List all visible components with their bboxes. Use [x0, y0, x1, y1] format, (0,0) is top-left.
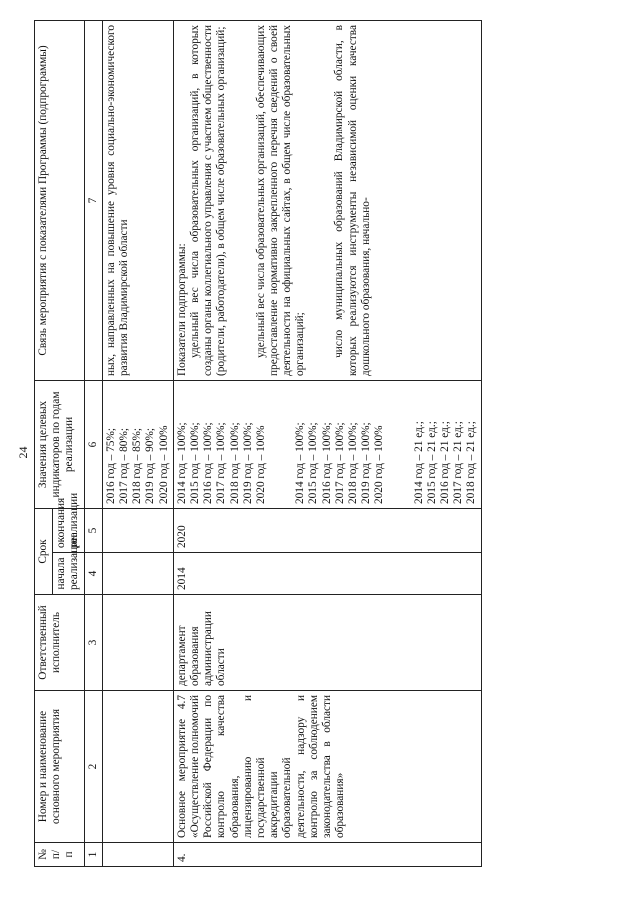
col-number: 1: [84, 843, 102, 867]
values-block-2: 2014 год – 100%; 2015 год – 100%; 2016 год – 100%; 2017 год – 100%; 2018 год – 100%; 2019 год – 100%; 2020 год – 100%: [294, 422, 386, 504]
measure-values: [173, 380, 481, 508]
page-number: 24: [16, 446, 30, 459]
continuation-row: [102, 20, 173, 866]
measure-executor: департамент образования администрации области: [173, 595, 481, 691]
header-start: начала реализации: [53, 553, 84, 595]
header-term: Срок: [35, 508, 53, 594]
measure-row: [173, 20, 481, 866]
col-number: 4: [84, 553, 102, 595]
col-number: 5: [84, 508, 102, 552]
values-block-3: 2014 год – 21 ед.; 2015 год – 21 ед.; 2016 год – 21 ед.; 2017 год – 21 ед.; 2018 год – 21 ед.;: [412, 421, 478, 504]
header-number: № п/п: [35, 843, 85, 867]
header-row: [35, 20, 53, 866]
link-indicator-2: удельный вес числа образовательных организаций, обеспечивающих предоставление нормативно закрепленного перечня сведений о своей деятельности на официальных сайтах, в общем числе образовательных организаций;: [254, 24, 307, 376]
row-number: 4.: [173, 843, 481, 867]
link-indicator-1: удельный вес числа образовательных организаций, в которых созданы органы коллегиального управления с участием общественности (родители, работодатели), в общем числе образовательных организаций;: [189, 24, 228, 376]
continuation-link: ных, направленных на повышение уровня социально-экономического развития Владимирской области: [102, 20, 173, 380]
col-number: 7: [84, 20, 102, 380]
header-end: окончания реализации: [53, 508, 84, 552]
col-number: 3: [84, 595, 102, 691]
measure-name: Основное мероприятие 4.7 «Осуществление полномочий Российской Федерации по контролю качества образования, лицензированию и государственной аккредитации образовательной деятельности, надзору и контролю за соблюдением законодательства в области образования»: [173, 691, 481, 843]
values-block-1: 2014 год – 100%; 2015 год – 100%; 2016 год – 100%; 2017 год – 100%; 2018 год – 100%; 2019 год – 100%; 2020 год – 100%: [175, 422, 268, 504]
col-number: 6: [84, 380, 102, 508]
header-measure-name: Номер и наименование основного мероприятия: [35, 691, 85, 843]
measure-start: 2014: [173, 553, 481, 595]
link-indicator-3: число муниципальных образований Владимирской области, в которых реализуются инструменты независимой оценки качества дошкольного образования, начально-: [333, 24, 372, 376]
link-title: Показатели подпрограммы:: [175, 243, 188, 376]
header-program-link: Связь мероприятия с показателями Программы (подпрограммы): [35, 20, 85, 380]
col-number: 2: [84, 691, 102, 843]
continuation-values: 2016 год – 75%; 2017 год – 80%; 2018 год – 85%; 2019 год – 90%; 2020 год – 100%: [102, 380, 173, 508]
header-indicator-values: Значения целевых индикаторов по годам реализации: [35, 380, 85, 508]
header-executor: Ответственный исполнитель: [35, 595, 85, 691]
measures-table: [34, 20, 482, 867]
column-numbers-row: [84, 20, 102, 866]
rotated-document-page: [4, 0, 636, 905]
measure-link: [173, 20, 481, 380]
measure-end: 2020: [173, 508, 481, 552]
